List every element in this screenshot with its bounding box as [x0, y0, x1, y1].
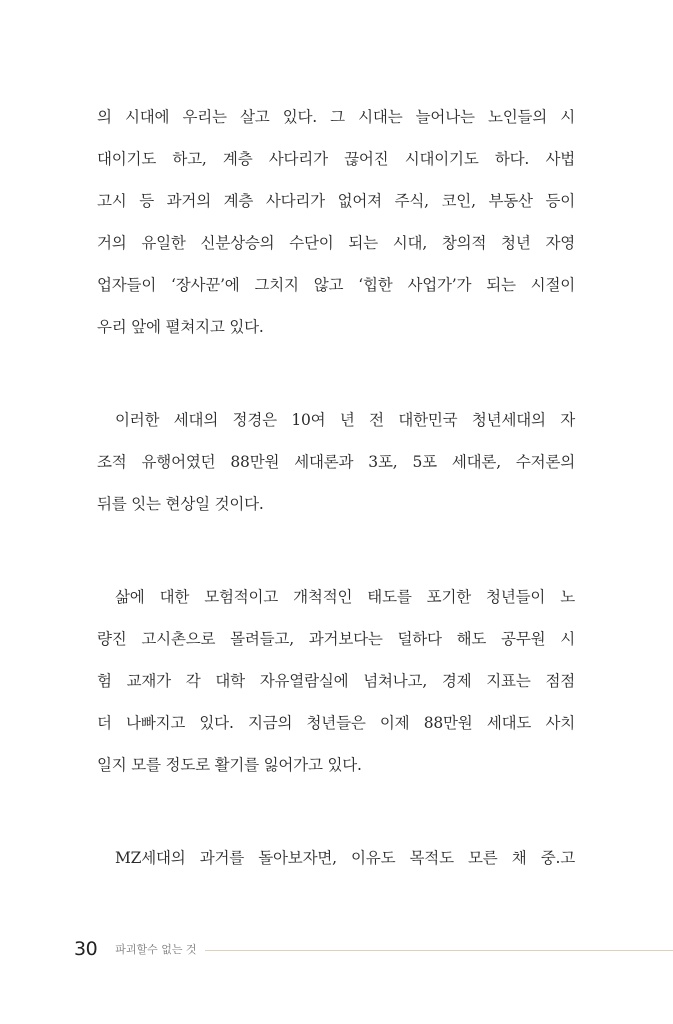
text-line: 우리 앞에 펼쳐지고 있다.	[97, 318, 264, 336]
running-title: 파괴할수 없는 것	[115, 943, 197, 956]
paragraph-gap	[97, 525, 575, 576]
text-line: 대이기도 하고, 계층 사다리가 끊어진 시대이기도 하다. 사법	[97, 150, 575, 168]
paragraph-gap	[97, 348, 575, 399]
text-line: 일지 모를 정도로 활기를 잃어가고 있다.	[97, 756, 362, 774]
page-body	[97, 96, 575, 879]
paragraph-4	[97, 837, 575, 879]
page-footer	[74, 936, 673, 962]
footer-rule	[205, 950, 673, 951]
text-line: 업자들이 ‘장사꾼’에 그치지 않고 ‘힙한 사업가’가 되는 시절이	[97, 276, 575, 294]
text-line: MZ세대의 과거를 돌아보자면, 이유도 목적도 모른 채 중.고	[115, 849, 575, 867]
page-number: 30	[74, 938, 98, 960]
paragraph-gap	[97, 786, 575, 837]
text-line: 더 나빠지고 있다. 지금의 청년들은 이제 88만원 세대도 사치	[97, 714, 575, 732]
text-line: 거의 유일한 신분상승의 수단이 되는 시대, 창의적 청년 자영	[97, 234, 575, 252]
text-line: 조적 유행어였던 88만원 세대론과 3포, 5포 세대론, 수저론의	[97, 453, 575, 471]
text-line: 뒤를 잇는 현상일 것이다.	[97, 495, 264, 513]
text-line: 삶에 대한 모험적이고 개척적인 태도를 포기한 청년들이 노	[115, 588, 575, 606]
text-line: 험 교재가 각 대학 자유열람실에 넘쳐나고, 경제 지표는 점점	[97, 672, 575, 690]
paragraph-1	[97, 96, 575, 348]
text-line: 량진 고시촌으로 몰려들고, 과거보다는 덜하다 해도 공무원 시	[97, 630, 575, 648]
text-line: 이러한 세대의 정경은 10여 년 전 대한민국 청년세대의 자	[115, 411, 575, 429]
text-line: 의 시대에 우리는 살고 있다. 그 시대는 늘어나는 노인들의 시	[97, 108, 575, 126]
paragraph-3	[97, 576, 575, 786]
paragraph-2	[97, 399, 575, 525]
text-line: 고시 등 과거의 계층 사다리가 없어져 주식, 코인, 부동산 등이	[97, 192, 575, 210]
